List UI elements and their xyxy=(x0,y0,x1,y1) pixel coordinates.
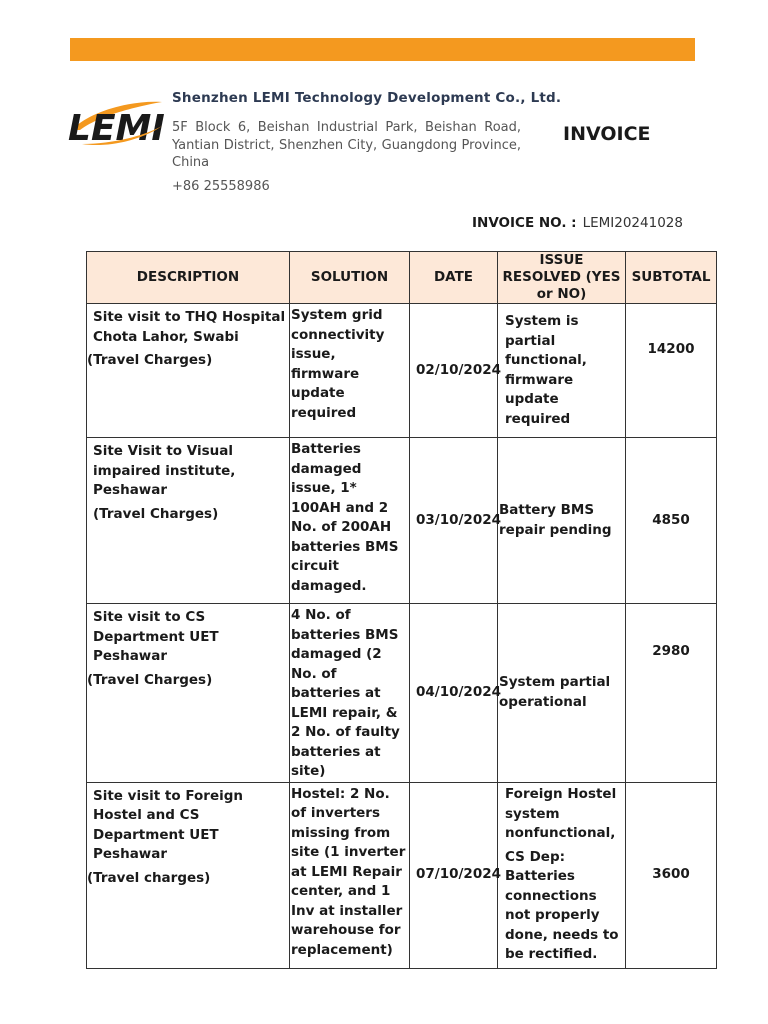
header-date: DATE xyxy=(410,252,498,304)
row-subtotal: 3600 xyxy=(626,782,717,968)
description-text: Site visit to CS Department UET Peshawar xyxy=(93,609,219,664)
invoice-number-label: INVOICE NO. : xyxy=(472,215,577,231)
row-subtotal: 14200 xyxy=(626,304,717,438)
row-date: 07/10/2024 xyxy=(410,782,498,968)
row-subtotal: 4850 xyxy=(626,438,717,604)
table-row xyxy=(87,304,717,438)
description-text: Site visit to Foreign Hostel and CS Department UET Peshawar xyxy=(93,787,243,862)
table-row xyxy=(87,782,717,968)
row-date: 02/10/2024 xyxy=(410,304,498,438)
issue-text: System partial operational xyxy=(499,674,611,710)
logo-wordmark: LEMI xyxy=(68,108,165,148)
row-issue-resolved xyxy=(498,438,626,604)
invoice-number-value: LEMI20241028 xyxy=(582,215,683,231)
row-issue-resolved xyxy=(498,604,626,783)
description-text: Site visit to THQ Hospital Chota Lahor, Swabi xyxy=(93,309,286,345)
row-solution: 4 No. of batteries BMS damaged (2 No. of batteries at LEMI repair, & 2 No. of faulty batteries at site) xyxy=(290,604,410,783)
table-row xyxy=(87,438,717,604)
row-issue-resolved xyxy=(498,304,626,438)
top-accent-bar xyxy=(70,38,695,61)
issue-text: Battery BMS repair pending xyxy=(499,502,612,538)
header-issue-resolved: ISSUE RESOLVED (YES or NO) xyxy=(498,252,626,304)
issue-text: Foreign Hostel system nonfunctional, xyxy=(505,786,617,842)
invoice-number xyxy=(472,215,683,231)
row-date: 03/10/2024 xyxy=(410,438,498,604)
row-description xyxy=(87,782,290,968)
row-description xyxy=(87,438,290,604)
table-row xyxy=(87,604,717,783)
company-name: Shenzhen LEMI Technology Development Co., Ltd. xyxy=(172,90,562,106)
company-logo xyxy=(68,96,166,148)
travel-charges: (Travel Charges) xyxy=(93,505,219,522)
header-subtotal: SUBTOTAL xyxy=(626,252,717,304)
travel-charges: (Travel Charges) xyxy=(87,671,213,688)
header-description: DESCRIPTION xyxy=(87,252,290,304)
row-solution: Hostel: 2 No. of inverters missing from site (1 inverter at LEMI Repair center, and 1 Inv at installer warehouse for replacement) xyxy=(290,782,410,968)
company-address: 5F Block 6, Beishan Industrial Park, Beishan Road, Yantian District, Shenzhen City, Guangdong Province, China xyxy=(172,120,521,170)
company-phone: +86 25558986 xyxy=(172,179,270,194)
issue-extra-text: CS Dep: Batteries connections not properly done, needs to be rectified. xyxy=(505,848,619,963)
row-issue-resolved xyxy=(498,782,626,968)
row-subtotal: 2980 xyxy=(626,604,717,783)
travel-charges: (Travel charges) xyxy=(87,869,211,886)
header-solution: SOLUTION xyxy=(290,252,410,304)
description-text: Site Visit to Visual impaired institute, Peshawar xyxy=(93,443,236,498)
lemi-logo-icon xyxy=(68,96,166,148)
invoice-title: INVOICE xyxy=(563,123,651,145)
invoice-items-table xyxy=(86,251,717,969)
row-description xyxy=(87,604,290,783)
row-description xyxy=(87,304,290,438)
travel-charges: (Travel Charges) xyxy=(87,352,213,368)
table-header-row xyxy=(87,252,717,304)
row-solution: System grid connectivity issue, firmware update required xyxy=(290,304,410,438)
row-date: 04/10/2024 xyxy=(410,604,498,783)
row-solution: Batteries damaged issue, 1* 100AH and 2 No. of 200AH batteries BMS circuit damaged. xyxy=(290,438,410,604)
issue-text: System is partial functional, firmware update required xyxy=(505,313,587,427)
